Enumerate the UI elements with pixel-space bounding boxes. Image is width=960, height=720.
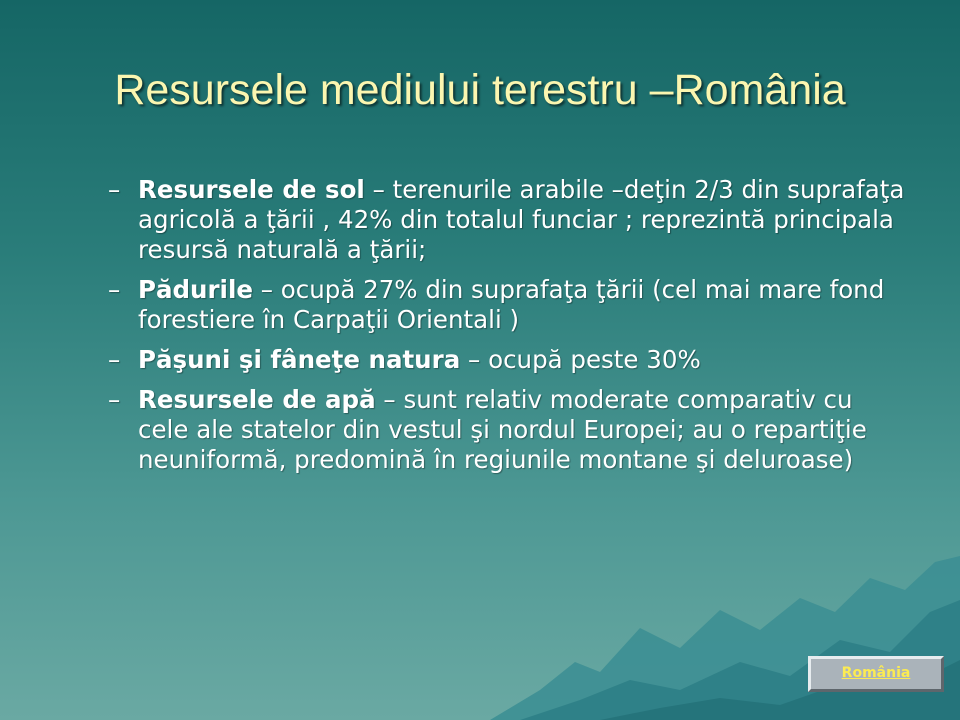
bullet-pastures (108, 345, 908, 375)
bullet-list (108, 175, 908, 485)
bullet-soil-resources (108, 175, 908, 265)
bullet-term: Resursele de apă (138, 385, 376, 414)
bullet-term: Pădurile (138, 275, 253, 304)
bullet-dash: – (108, 345, 121, 374)
bullet-term: Păşuni şi fâneţe natura (138, 345, 461, 374)
bullet-water-resources (108, 385, 908, 475)
bullet-dash: – (108, 275, 121, 304)
romania-link-button[interactable]: România (808, 656, 944, 692)
bullet-forests (108, 275, 908, 335)
bullet-dash: – (108, 385, 121, 414)
bullet-term: Resursele de sol (138, 175, 365, 204)
bullet-dash: – (108, 175, 121, 204)
slide-title: Resursele mediului terestru –România (114, 66, 846, 114)
bullet-text: – terenurile arabile –deţin 2/3 din suprafaţa agricolă a ţării , 42% din totalul funciar ; reprezintă principala resursă naturală a ţării; (138, 175, 905, 264)
bullet-text: – ocupă 27% din suprafaţa ţării (cel mai mare fond forestiere în Carpaţii Orientali ) (138, 275, 885, 334)
bullet-text: – sunt relativ moderate comparativ cu cele ale statelor din vestul şi nordul Europei; au o repartiţie neuniformă, predomină în regiunile montane şi deluroase) (138, 385, 867, 474)
bullet-text: – ocupă peste 30% (460, 345, 701, 374)
